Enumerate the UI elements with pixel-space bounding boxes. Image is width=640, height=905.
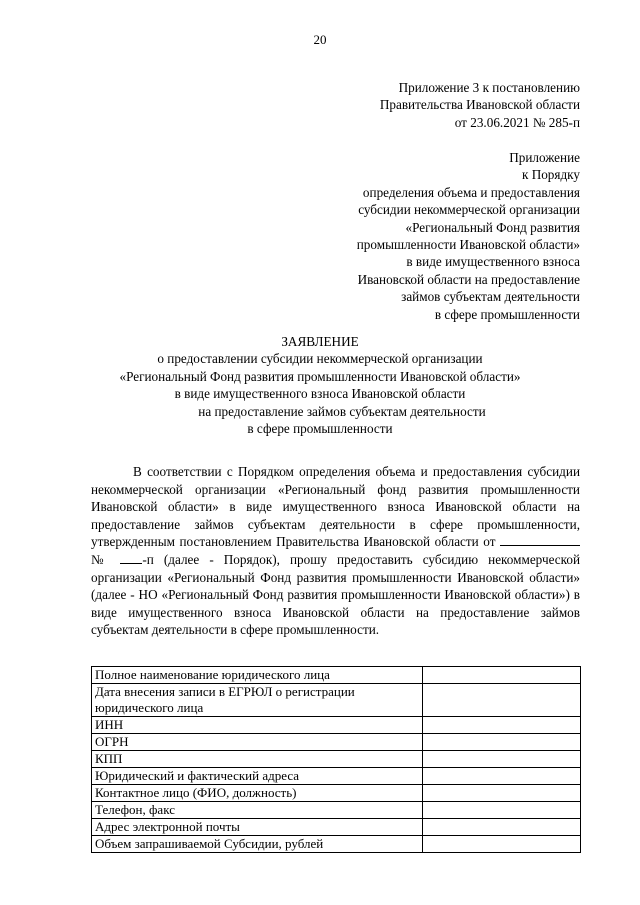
page-number: 20 [313,32,327,47]
appendix-line: в сфере промышленности [434,306,580,322]
annex-line: от 23.06.2021 № 285-п [454,114,580,130]
row-label: Адрес электронной почты [92,819,423,836]
order-appendix-reference [357,149,580,323]
application-body [91,463,580,639]
row-label: Объем запрашиваемой Субсидии, рублей [92,836,423,853]
table-row [92,734,581,751]
document-title [0,333,640,437]
row-label: Дата внесения записи в ЕГРЮЛ о регистрации юридического лица [92,684,423,717]
annex-line: Правительства Ивановской области [379,97,580,113]
appendix-line: к Порядку [521,167,580,183]
title-line: «Региональный Фонд развития промышленности Ивановской области» [119,368,521,384]
table-row [92,751,581,768]
row-label: Телефон, факс [92,802,423,819]
row-label: Юридический и фактический адреса [92,768,423,785]
title-line: в сфере промышленности [247,421,393,437]
table-row [92,717,581,734]
row-value-field[interactable] [423,734,581,751]
appendix-line: в виде имущественного взноса [406,254,580,270]
row-value-field[interactable] [423,684,581,717]
row-label: ОГРН [92,734,423,751]
appendix-line: Приложение [509,150,580,165]
row-value-field[interactable] [423,819,581,836]
row-value-field[interactable] [423,667,581,684]
table-row [92,836,581,853]
appendix-line: займов субъектам деятельности [401,289,580,305]
row-value-field[interactable] [423,802,581,819]
row-label: Контактное лицо (ФИО, должность) [92,785,423,802]
date-blank-field[interactable] [500,534,580,546]
appendix-line: промышленности Ивановской области» [356,237,580,253]
body-text-part: В соответствии с Порядком определения объема и предоставления субсидии некоммерческой организации «Региональный фонд развития промышленности Ивановской области» в виде имущественного взноса Ивановской области на предоставление займов субъектам деятельности в сфере промышленности, утвержденным постановлением Правительства Ивановской области от [91,464,580,550]
row-value-field[interactable] [423,717,581,734]
applicant-info-table [91,666,581,853]
table-row [92,785,581,802]
table-row [92,684,581,717]
table-row [92,667,581,684]
body-text-part: -п (далее - Порядок), прошу предоставить субсидию некоммерческой организации «Региональный Фонд развития промышленности Ивановской области» (далее - НО «Региональный Фонд развития промышленности Ивановской области») в виде имущественного взноса Ивановской области на предоставление займов субъектам деятельности в сфере промышленности. [91,551,580,638]
appendix-line: Ивановской области на предоставление [357,271,580,287]
row-label: ИНН [92,717,423,734]
table-row [92,819,581,836]
appendix-line: «Региональный Фонд развития [405,219,580,235]
row-value-field[interactable] [423,785,581,802]
appendix-line: определения объема и предоставления [362,184,580,200]
row-label: КПП [92,751,423,768]
title-heading: ЗАЯВЛЕНИЕ [281,334,359,349]
title-line: в виде имущественного взноса Ивановской области [174,386,466,402]
row-label: Полное наименование юридического лица [92,667,423,684]
row-value-field[interactable] [423,751,581,768]
row-value-field[interactable] [423,836,581,853]
annex-reference [380,79,580,131]
applicant-info-table-body [92,667,581,853]
row-value-field[interactable] [423,768,581,785]
title-line: о предоставлении субсидии некоммерческой организации [157,351,483,367]
annex-line: Приложение 3 к постановлению [398,80,580,95]
table-row [92,802,581,819]
body-text-part: № [91,551,121,567]
table-row [92,768,581,785]
title-line: на предоставление займов субъектам деятельности [198,403,486,419]
appendix-line: субсидии некоммерческой организации [358,202,580,218]
number-blank-field[interactable] [120,552,142,564]
